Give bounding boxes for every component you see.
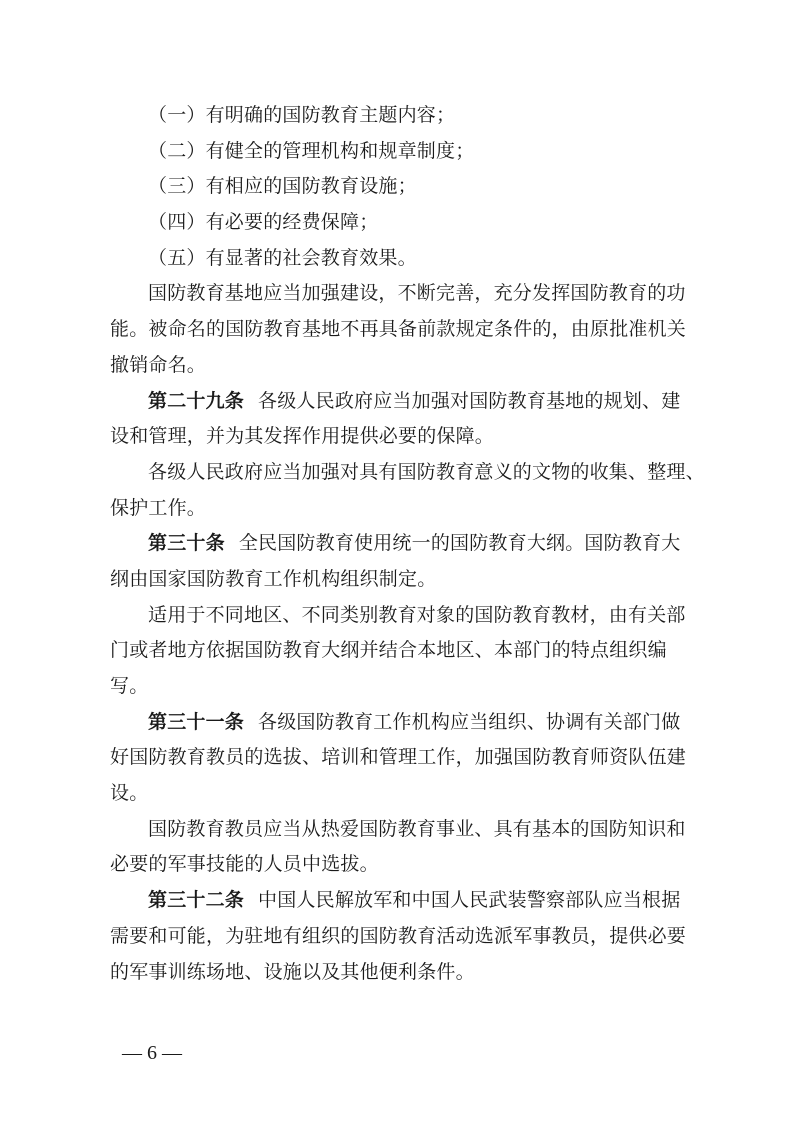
article-29-first-line bbox=[110, 384, 688, 420]
article-32-first-line bbox=[110, 883, 688, 919]
paragraph-line: 必要的军事技能的人员中选拔。 bbox=[110, 853, 379, 876]
paragraph-line: 撤销命名。 bbox=[110, 353, 207, 376]
paragraph-line: 适用于不同地区、不同类别教育对象的国防教育教材，由有关部 bbox=[148, 603, 686, 626]
paragraph-line: 能。被命名的国防教育基地不再具备前款规定条件的，由原批准机关 bbox=[110, 318, 687, 341]
paragraph-line: 门或者地方依据国防教育大纲并结合本地区、本部门的特点组织编 bbox=[110, 639, 667, 662]
list-item: （一）有明确的国防教育主题内容； bbox=[148, 104, 456, 126]
article-31-title: 第三十一条 bbox=[148, 710, 245, 733]
paragraph-line: 各级人民政府应当加强对国防教育基地的规划、建 bbox=[258, 389, 681, 412]
paragraph-line: 好国防教育教员的选拔、培训和管理工作，加强国防教育师资队伍建 bbox=[110, 746, 687, 769]
paragraph-line: 纲由国家国防教育工作机构组织制定。 bbox=[110, 567, 437, 590]
list-item: （四）有必要的经费保障； bbox=[148, 211, 379, 234]
paragraph-line: 设。 bbox=[110, 782, 149, 805]
paragraph-line: 国防教育基地应当加强建设，不断完善，充分发挥国防教育的功 bbox=[148, 282, 686, 305]
paragraph-line: 写。 bbox=[110, 675, 149, 697]
article-29-title: 第二十九条 bbox=[148, 389, 245, 412]
article-30-title: 第三十条 bbox=[148, 532, 225, 555]
article-31-first-line bbox=[110, 705, 688, 741]
paragraph-line: 的军事训练场地、设施以及其他便利条件。 bbox=[110, 960, 475, 983]
article-30-first-line bbox=[110, 526, 688, 562]
list-item: （二）有健全的管理机构和规章制度； bbox=[148, 139, 475, 162]
page-number: — 6 — bbox=[122, 1042, 182, 1064]
paragraph-line: 中国人民解放军和中国人民武装警察部队应当根据 bbox=[258, 889, 681, 912]
list-item: （三）有相应的国防教育设施； bbox=[148, 175, 417, 198]
article-32-title: 第三十二条 bbox=[148, 889, 245, 912]
paragraph-line: 保护工作。 bbox=[110, 496, 207, 519]
list-item: （五）有显著的社会教育效果。 bbox=[148, 246, 417, 269]
paragraph-line: 全民国防教育使用统一的国防教育大纲。国防教育大 bbox=[238, 532, 681, 555]
paragraph-line: 各级国防教育工作机构应当组织、协调有关部门做 bbox=[258, 710, 681, 733]
paragraph-line: 设和管理，并为其发挥作用提供必要的保障。 bbox=[110, 425, 495, 448]
paragraph-line: 需要和可能，为驻地有组织的国防教育活动选派军事教员，提供必要 bbox=[110, 924, 687, 947]
paragraph-line: 国防教育教员应当从热爱国防教育事业、具有基本的国防知识和 bbox=[148, 817, 686, 840]
paragraph-line: 各级人民政府应当加强对具有国防教育意义的文物的收集、整理、 bbox=[148, 460, 705, 483]
document-body bbox=[110, 98, 705, 990]
